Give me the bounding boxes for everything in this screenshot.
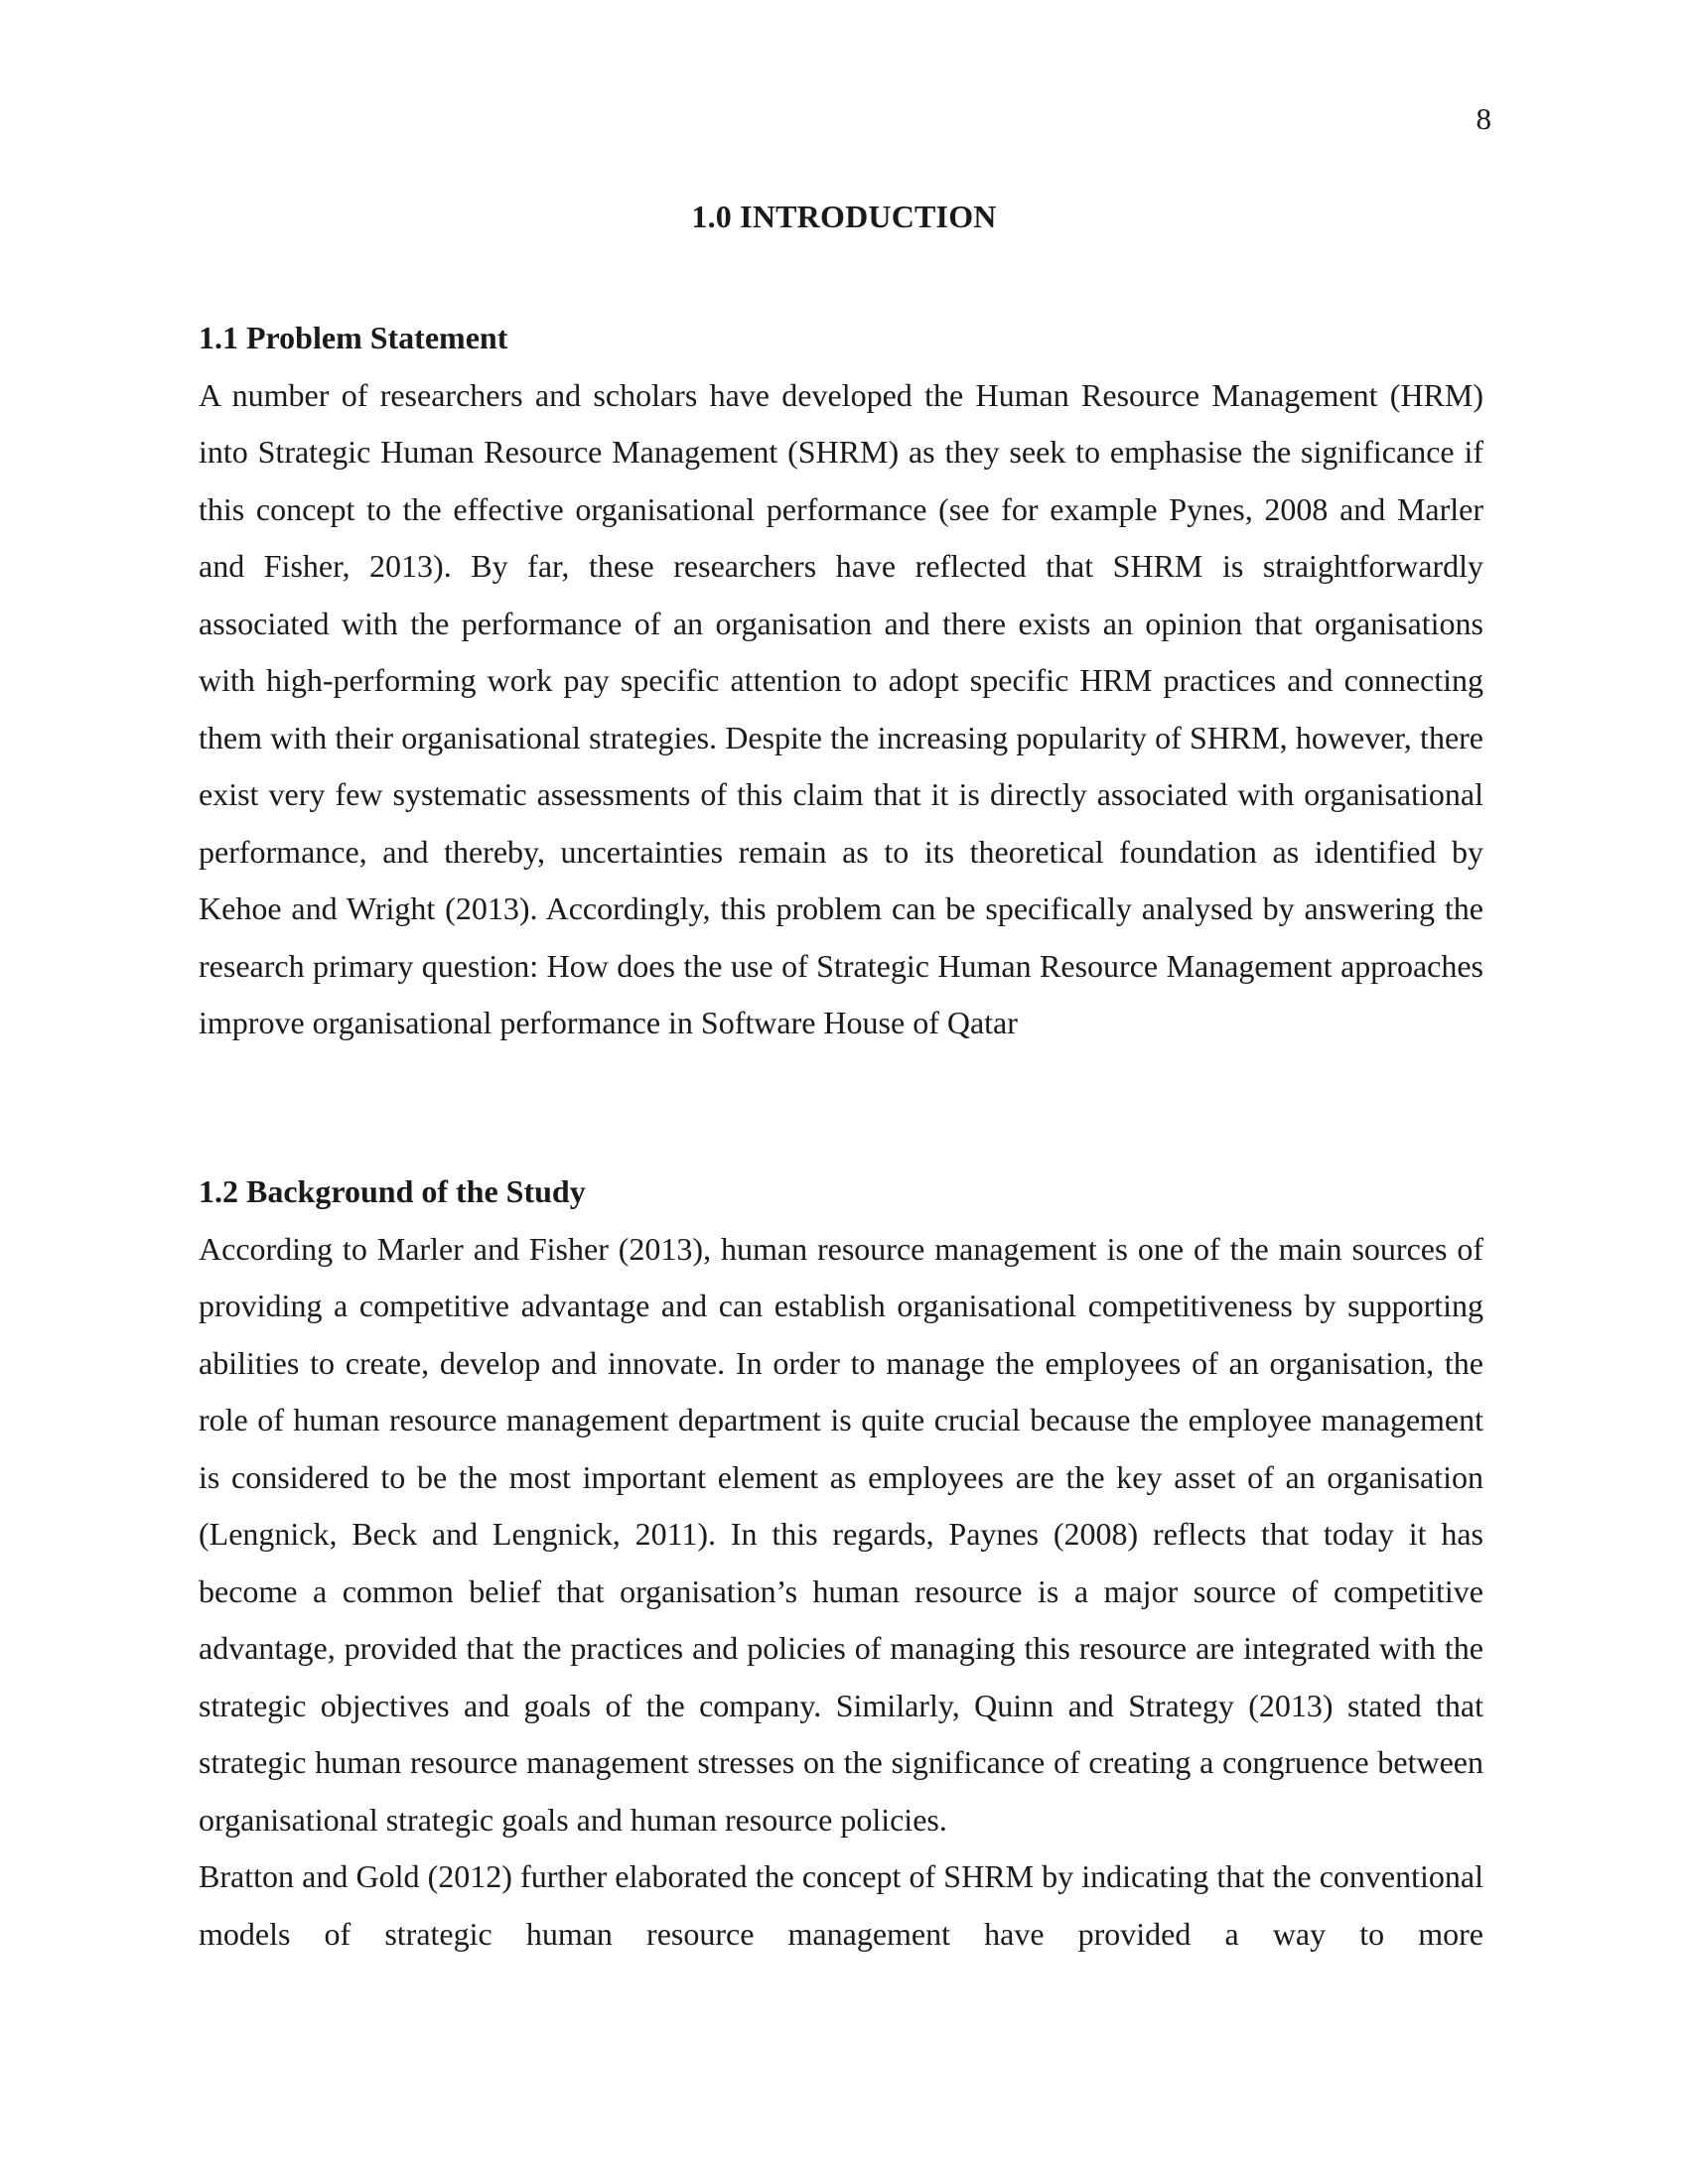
section-problem-statement bbox=[199, 310, 1483, 1052]
page-number: 8 bbox=[1476, 101, 1491, 136]
paragraph: According to Marler and Fisher (2013), human resource management is one of the main sources of providing a competitive advantage and can establish organisational competitiveness by supporting abilities to create, develop and innovate. In order to manage the employees of an organisation, the role of human resource management department is quite crucial because the employee management is considered to be the most important element as employees are the key asset of an organisation (Lengnick, Beck and Lengnick, 2011). In this regards, Paynes (2008) reflects that today it has become a common belief that organisation’s human resource is a major source of competitive advantage, provided that the practices and policies of managing this resource are integrated with the strategic objectives and goals of the company. Similarly, Quinn and Strategy (2013) stated that strategic human resource management stresses on the significance of creating a congruence between organisational strategic goals and human resource policies. bbox=[199, 1230, 1483, 1838]
paragraph: A number of researchers and scholars have developed the Human Resource Management (HRM) into Strategic Human Resource Management (SHRM) as they seek to emphasise the significance if this concept to the effective organisational performance (see for example Pynes, 2008 and Marler and Fisher, 2013). By far, these researchers have reflected that SHRM is straightforwardly associated with the performance of an organisation and there exists an opinion that organisations with high-performing work pay specific attention to adopt specific HRM practices and connecting them with their organisational strategies. Despite the increasing popularity of SHRM, however, there exist very few systematic assessments of this claim that it is directly associated with organisational performance, and thereby, uncertainties remain as to its theoretical foundation as identified by Kehoe and Wright (2013). Accordingly, this problem can be specifically analysed by answering the research primary question: How does the use of Strategic Human Resource Management approaches improve organisational performance in Software House of Qatar bbox=[199, 376, 1483, 1040]
section-heading: 1.2 Background of the Study bbox=[199, 1173, 586, 1209]
section-background bbox=[199, 1163, 1483, 1963]
chapter-title: 1.0 INTRODUCTION bbox=[691, 199, 997, 234]
paragraph: Bratton and Gold (2012) further elaborated the concept of SHRM by indicating that the conventional models of strategic human resource management have provided a way to more bbox=[199, 1858, 1483, 1952]
section-heading: 1.1 Problem Statement bbox=[199, 320, 508, 355]
